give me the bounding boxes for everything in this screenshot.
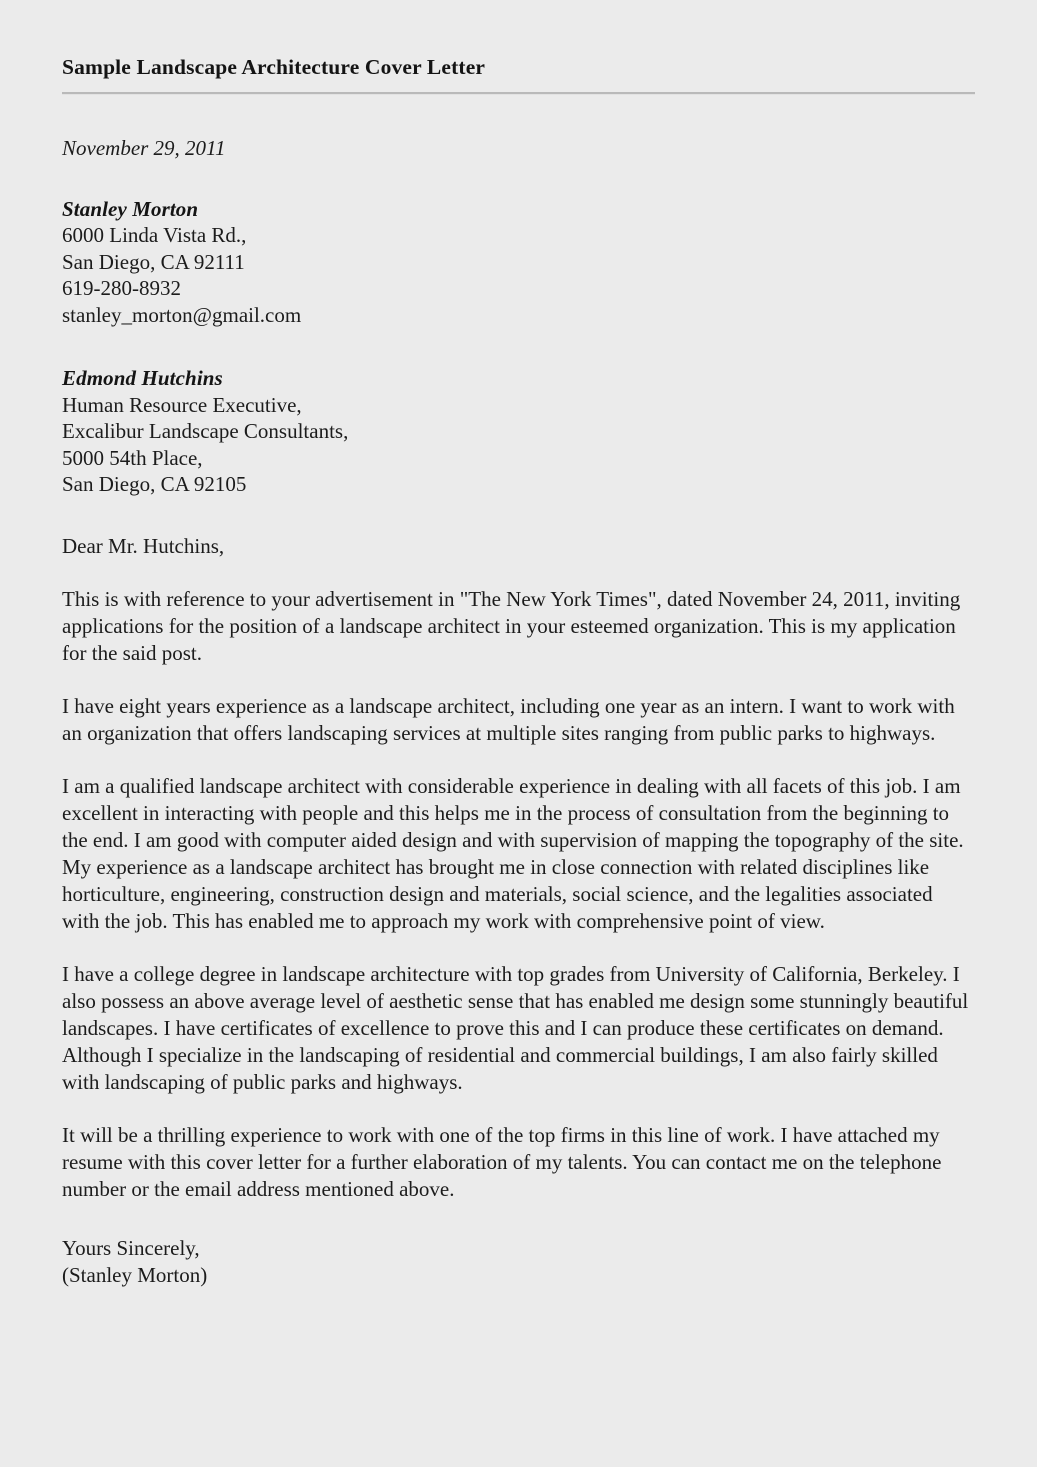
valediction: Yours Sincerely, bbox=[62, 1235, 200, 1260]
recipient-company: Excalibur Landscape Consultants, bbox=[62, 419, 349, 444]
recipient-address-line: San Diego, CA 92105 bbox=[62, 472, 247, 497]
sender-phone: 619-280-8932 bbox=[62, 276, 181, 301]
title-divider bbox=[62, 92, 975, 94]
letter-paragraph: I have a college degree in landscape architecture with top grades from University of California, Berkeley. I also possess an above average level of aesthetic sense that has enabled me design some stunningly beautiful landscapes. I have certificates of excellence to prove this and I can produce these certificates on demand. Although I specialize in the landscaping of residential and commercial buildings, I am also fairly skilled with landscaping of public parks and highways. bbox=[62, 961, 969, 1094]
letter-paragraph: It will be a thrilling experience to work with one of the top firms in this line of work. I have attached my resume with this cover letter for a further elaboration of my talents. You can contact me on the telephone number or the email address mentioned above. bbox=[62, 1122, 942, 1201]
closing-block bbox=[62, 1235, 975, 1289]
recipient-address-block bbox=[62, 365, 975, 498]
sender-address-block bbox=[62, 196, 975, 329]
recipient-address-line: 5000 54th Place, bbox=[62, 445, 203, 470]
letter-date: November 29, 2011 bbox=[62, 135, 226, 160]
page-title: Sample Landscape Architecture Cover Letter bbox=[62, 55, 486, 79]
sender-address-line: 6000 Linda Vista Rd., bbox=[62, 223, 247, 248]
sender-address-line: San Diego, CA 92111 bbox=[62, 249, 245, 274]
recipient-name: Edmond Hutchins bbox=[62, 366, 223, 391]
letter-paragraph: I have eight years experience as a landscape architect, including one year as an intern. I want to work with an organization that offers landscaping services at multiple sites ranging from public parks to highways. bbox=[62, 693, 955, 745]
letter-content bbox=[62, 54, 975, 1289]
sender-name: Stanley Morton bbox=[62, 196, 199, 221]
letter-paragraph: This is with reference to your advertisement in "The New York Times", dated November 24, 2011, inviting applications for the position of a landscape architect in your esteemed organization. This is my application for the said post. bbox=[62, 586, 961, 665]
salutation: Dear Mr. Hutchins, bbox=[62, 533, 225, 558]
recipient-title: Human Resource Executive, bbox=[62, 392, 302, 417]
sender-email: stanley_morton@gmail.com bbox=[62, 302, 302, 327]
letter-paragraph: I am a qualified landscape architect with considerable experience in dealing with all facets of this job. I am excellent in interacting with people and this helps me in the process of consultation from the beginning to the end. I am good with computer aided design and with supervision of mapping the topography of the site. My experience as a landscape architect has brought me in close connection with related disciplines like horticulture, engineering, construction design and materials, social science, and the legalities associated with the job. This has enabled me to approach my work with comprehensive point of view. bbox=[62, 773, 964, 933]
signature-name: (Stanley Morton) bbox=[62, 1262, 208, 1287]
